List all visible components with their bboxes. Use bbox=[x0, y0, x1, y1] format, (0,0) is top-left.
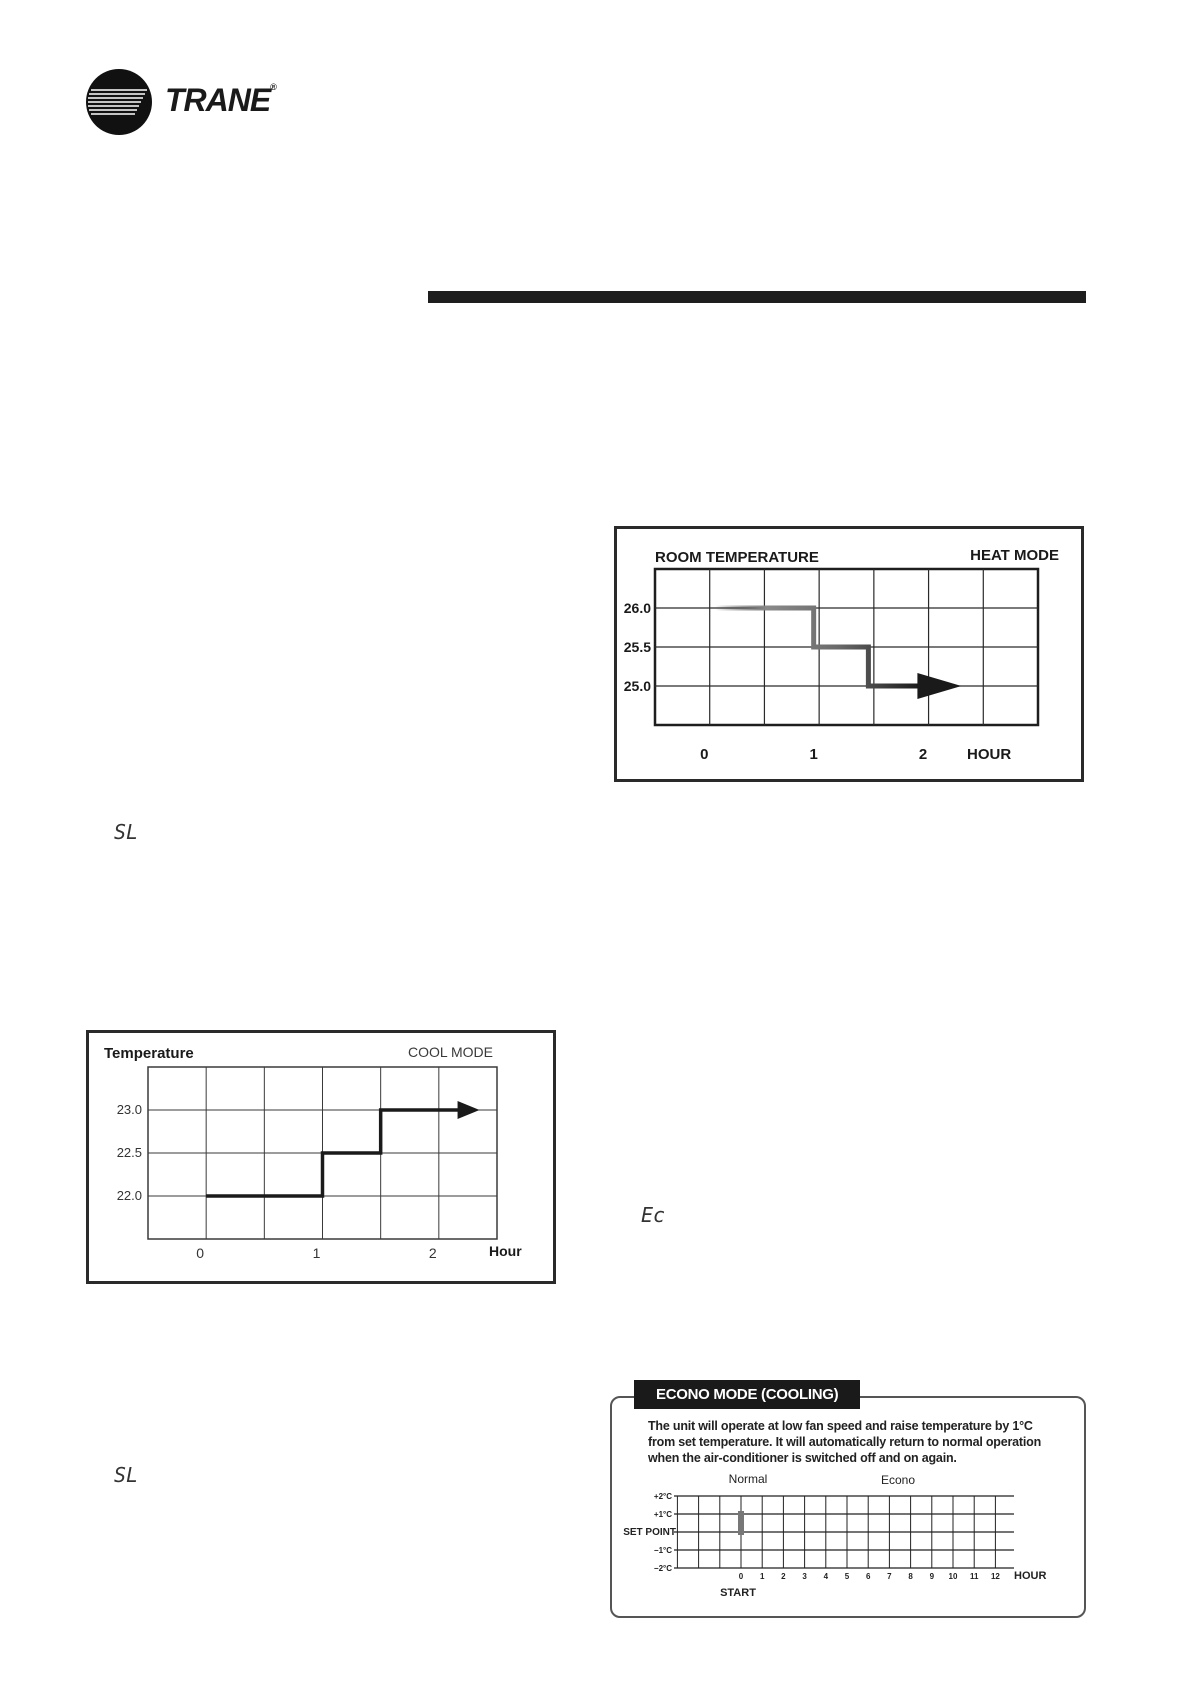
x-tick-label: 0 bbox=[196, 1245, 205, 1261]
x-tick-label: 11 bbox=[969, 1572, 979, 1581]
x-tick-label: 2 bbox=[428, 1245, 437, 1261]
y-axis-label: +1°C bbox=[653, 1510, 672, 1519]
x-tick-label: 1 bbox=[809, 746, 818, 763]
heat-mode-chart bbox=[614, 526, 1084, 782]
y-axis-label: −1°C bbox=[653, 1546, 672, 1555]
econo-label-econo: Econo bbox=[880, 1473, 916, 1487]
y-tick-label: 22.5 bbox=[116, 1145, 142, 1160]
heat-chart-title: ROOM TEMPERATURE bbox=[655, 549, 819, 566]
x-tick-label: 4 bbox=[823, 1572, 829, 1581]
cool-chart-mode: COOL MODE bbox=[407, 1044, 493, 1060]
econo-label-normal: Normal bbox=[728, 1472, 768, 1486]
x-tick-label: 9 bbox=[929, 1572, 935, 1581]
cool-x-unit: Hour bbox=[489, 1243, 522, 1259]
header-rule bbox=[428, 291, 1086, 303]
y-axis-label: −2°C bbox=[653, 1564, 672, 1573]
econo-code: Ec bbox=[641, 1203, 666, 1227]
econo-description bbox=[648, 1418, 1078, 1466]
x-tick-label: 0 bbox=[738, 1572, 744, 1581]
econo-desc-line: from set temperature. It will automatically return to normal operation bbox=[648, 1435, 1042, 1449]
registered-mark: ® bbox=[270, 82, 276, 92]
x-tick-label: 6 bbox=[865, 1572, 871, 1581]
y-axis-label: SET POINT bbox=[623, 1527, 676, 1538]
x-tick-label: 1 bbox=[759, 1572, 765, 1581]
heat-chart-mode: HEAT MODE bbox=[970, 547, 1059, 564]
y-tick-label: 26.0 bbox=[623, 600, 651, 616]
econo-tab-label: ECONO MODE (COOLING) bbox=[634, 1380, 860, 1409]
trane-logo bbox=[85, 68, 295, 138]
x-tick-label: 2 bbox=[918, 746, 928, 763]
trane-circle-icon bbox=[85, 68, 153, 136]
x-tick-label: 5 bbox=[844, 1572, 850, 1581]
econo-start-label: START bbox=[720, 1587, 756, 1599]
x-tick-label: 7 bbox=[887, 1572, 892, 1581]
y-tick-label: 22.0 bbox=[116, 1188, 142, 1203]
brand-name: TRANE bbox=[165, 82, 271, 118]
y-axis-label: +2°C bbox=[653, 1492, 672, 1501]
x-tick-label: 1 bbox=[312, 1245, 321, 1261]
x-tick-label: 8 bbox=[908, 1572, 913, 1581]
sleep-code-2: SL bbox=[114, 1463, 139, 1487]
cool-arrow-head bbox=[458, 1101, 480, 1119]
x-tick-label: 3 bbox=[802, 1572, 807, 1581]
x-tick-label: 0 bbox=[700, 746, 709, 763]
heat-x-unit: HOUR bbox=[967, 746, 1012, 763]
y-tick-label: 25.5 bbox=[623, 639, 651, 655]
x-tick-label: 10 bbox=[948, 1572, 958, 1581]
x-tick-label: 12 bbox=[990, 1572, 1000, 1581]
heat-arrow-head bbox=[917, 673, 961, 699]
cool-chart-title: Temperature bbox=[104, 1045, 194, 1062]
x-tick-label: 2 bbox=[781, 1572, 786, 1581]
econo-x-unit: HOUR bbox=[1014, 1570, 1047, 1582]
y-tick-label: 25.0 bbox=[623, 678, 651, 694]
cool-mode-chart bbox=[86, 1030, 556, 1284]
y-tick-label: 23.0 bbox=[116, 1102, 142, 1117]
econo-mode-panel bbox=[610, 1380, 1088, 1618]
econo-desc-line: when the air-conditioner is switched off and on again. bbox=[648, 1451, 957, 1465]
econo-desc-line: The unit will operate at low fan speed and raise temperature by 1°C bbox=[648, 1419, 1033, 1433]
sleep-code-1: SL bbox=[114, 820, 139, 844]
